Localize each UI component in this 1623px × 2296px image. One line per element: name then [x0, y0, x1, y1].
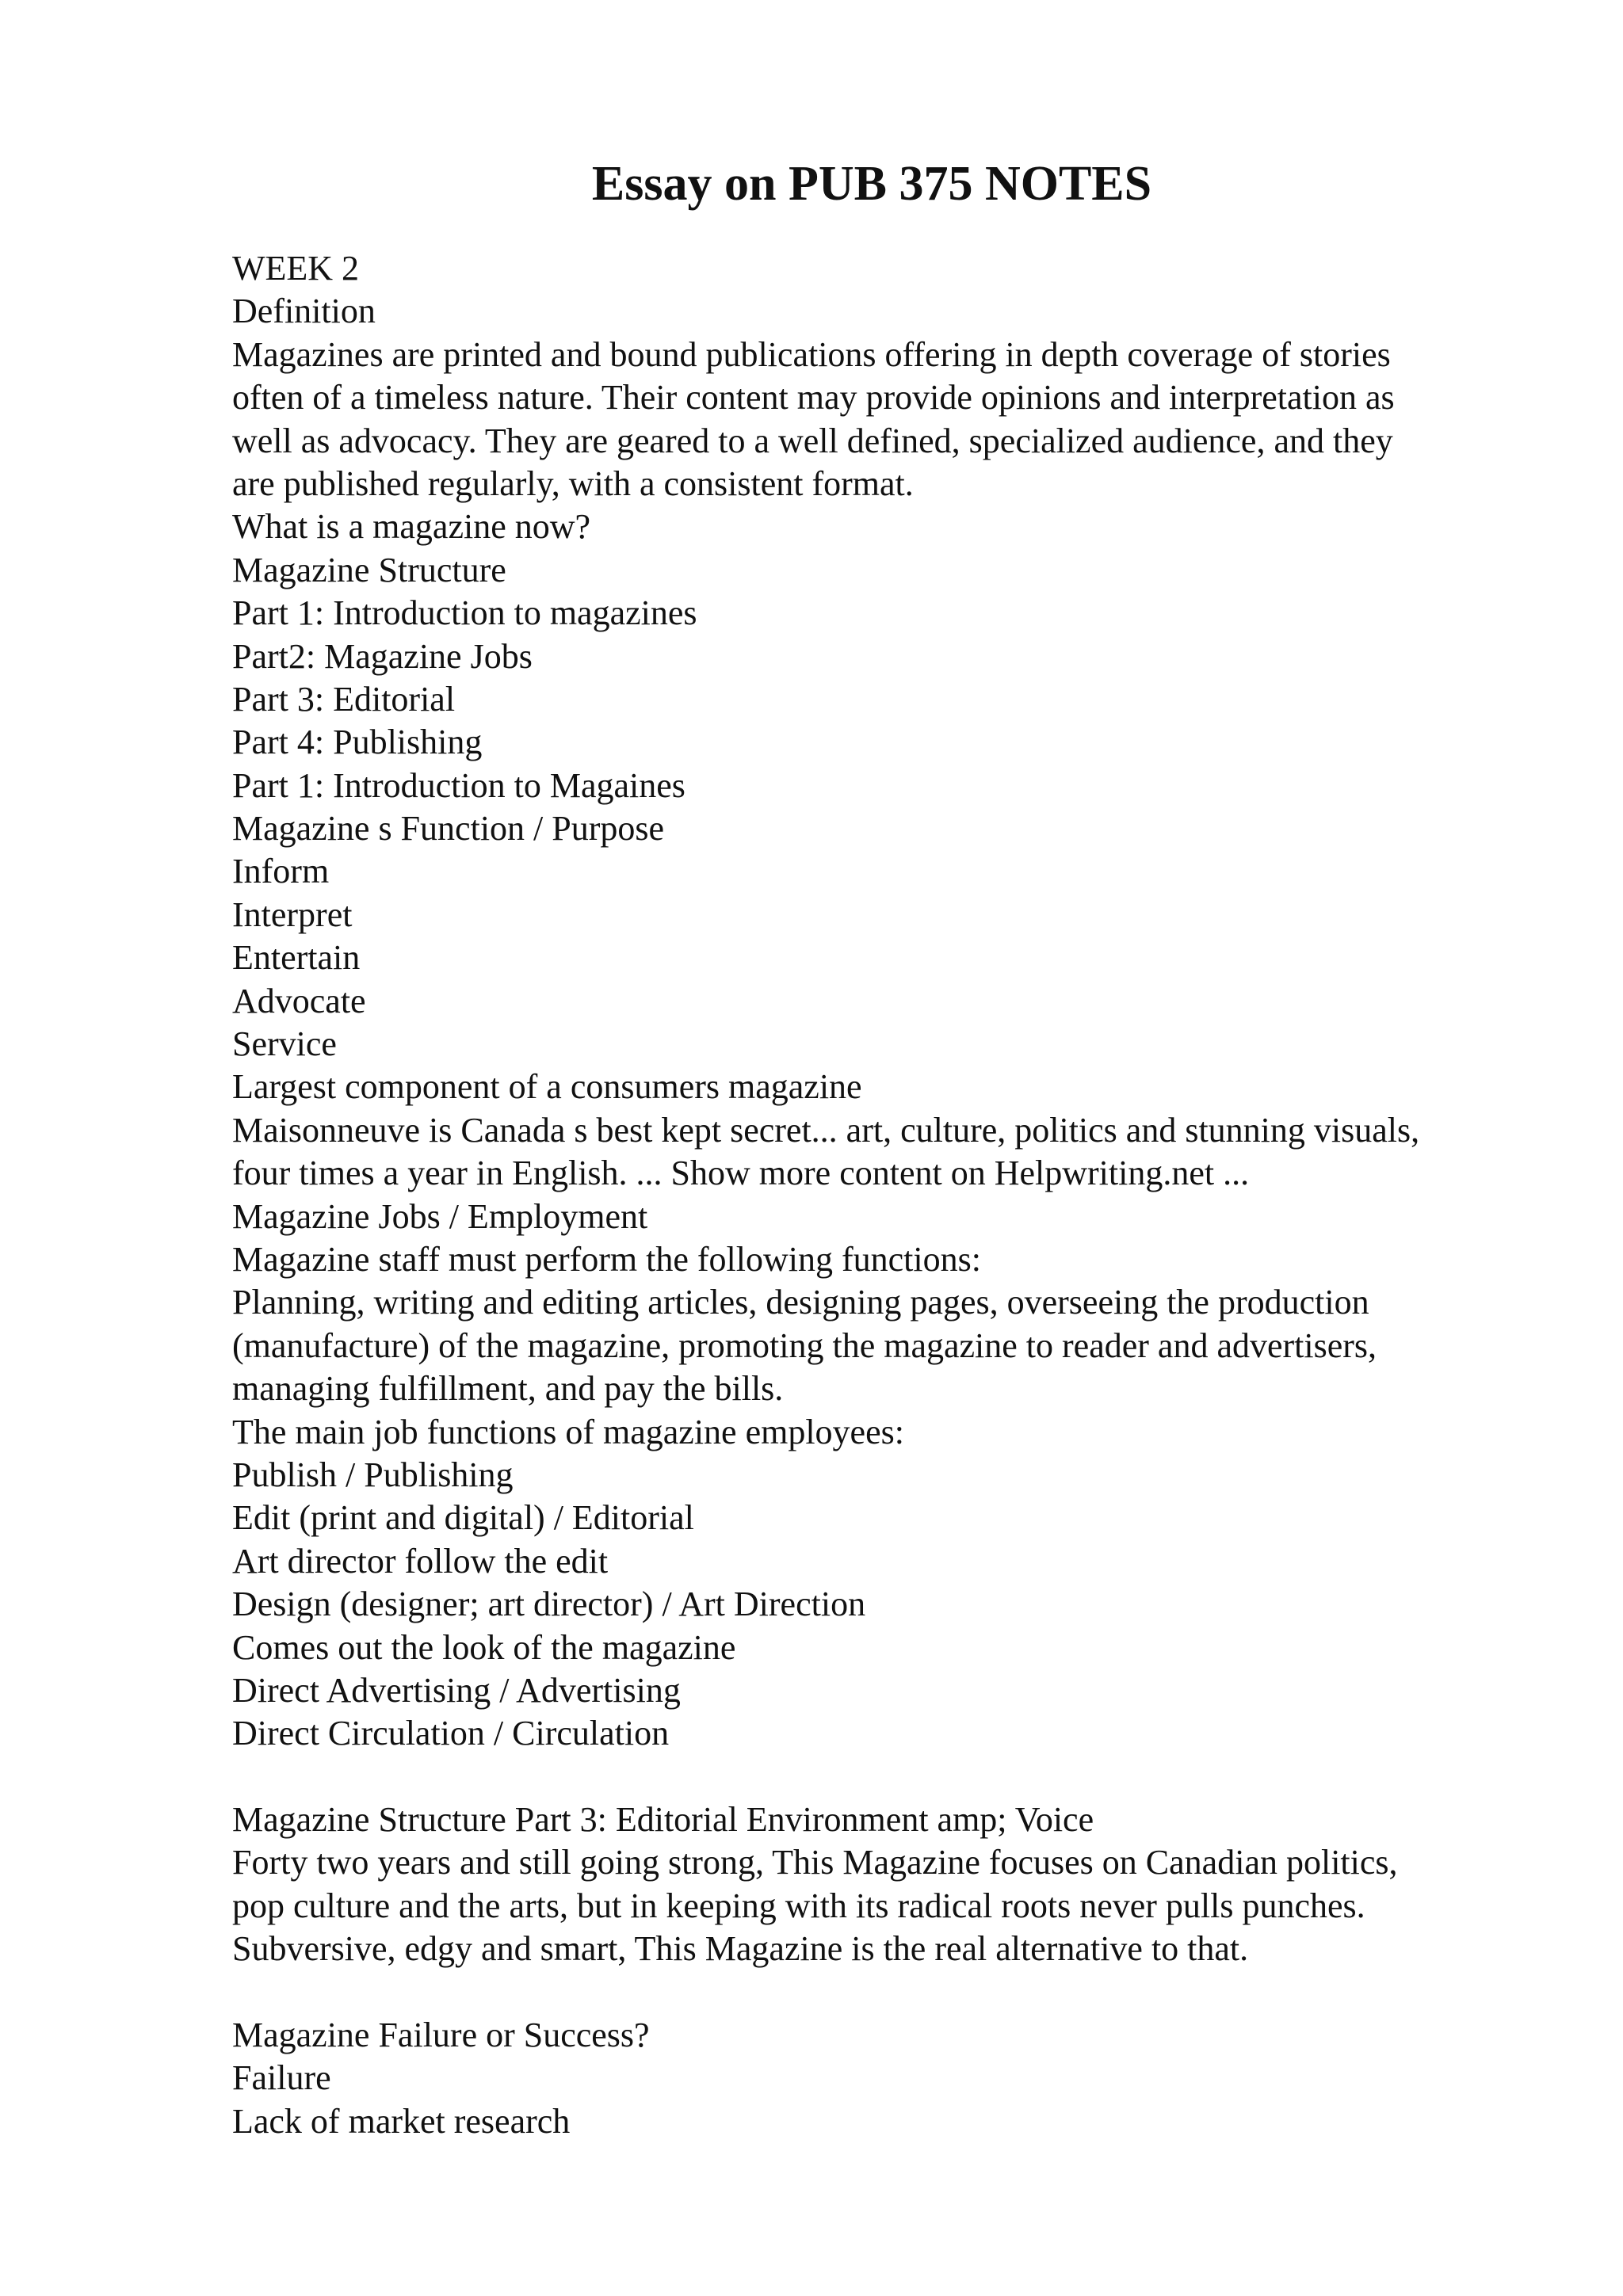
- text-line: Edit (print and digital) / Editorial: [232, 1498, 694, 1538]
- blank-line: [232, 1756, 1564, 1798]
- text-line: Definition: [232, 292, 376, 331]
- text-line: Part2: Magazine Jobs: [232, 636, 533, 676]
- text-line: Magazine Jobs / Employment: [232, 1196, 648, 1236]
- text-line: Comes out the look of the magazine: [232, 1627, 736, 1667]
- text-line: Planning, writing and editing articles, designing pages, overseeing the production: [232, 1283, 1369, 1322]
- text-line: pop culture and the arts, but in keeping with its radical roots never pulls punches.: [232, 1886, 1365, 1925]
- text-line: Magazines are printed and bound publications offering in depth coverage of stories: [232, 334, 1391, 374]
- text-line: What is a magazine now?: [232, 507, 591, 547]
- text-line: Lack of market research: [232, 2101, 571, 2141]
- blank-line: [232, 1971, 1564, 2014]
- text-line: Magazine Failure or Success?: [232, 2016, 650, 2055]
- text-line: Magazine staff must perform the following functions:: [232, 1239, 981, 1279]
- text-line: Magazine Structure Part 3: Editorial Environment amp; Voice: [232, 1800, 1094, 1840]
- text-line: well as advocacy. They are geared to a well defined, specialized audience, and they: [232, 421, 1393, 460]
- text-line: (manufacture) of the magazine, promoting the magazine to reader and advertisers,: [232, 1325, 1377, 1365]
- text-line: Part 3: Editorial: [232, 679, 456, 719]
- document-body: [232, 247, 1564, 2143]
- text-line: Advocate: [232, 981, 366, 1020]
- text-line: Interpret: [232, 894, 353, 934]
- text-line: Maisonneuve is Canada s best kept secret... art, culture, politics and stunning visuals,: [232, 1110, 1420, 1150]
- text-line: Inform: [232, 852, 330, 891]
- text-line: Direct Advertising / Advertising: [232, 1670, 681, 1710]
- text-line: Magazine Structure: [232, 550, 506, 589]
- text-line: WEEK 2: [232, 249, 360, 288]
- text-line: Publish / Publishing: [232, 1455, 514, 1494]
- text-line: are published regularly, with a consistent format.: [232, 463, 914, 503]
- text-line: Subversive, edgy and smart, This Magazine is the real alternative to that.: [232, 1929, 1249, 1969]
- text-line: Part 1: Introduction to magazines: [232, 593, 697, 633]
- text-line: Design (designer; art director) / Art Direction: [232, 1585, 866, 1624]
- text-line: The main job functions of magazine employees:: [232, 1412, 904, 1451]
- text-line: Part 4: Publishing: [232, 723, 483, 762]
- text-line: Failure: [232, 2058, 331, 2098]
- text-line: managing fulfillment, and pay the bills.: [232, 1369, 784, 1409]
- text-line: often of a timeless nature. Their content may provide opinions and interpretation as: [232, 378, 1395, 418]
- text-line: Service: [232, 1024, 337, 1064]
- text-line: Entertain: [232, 938, 361, 978]
- text-line: Largest component of a consumers magazine: [232, 1067, 862, 1107]
- text-line: Direct Circulation / Circulation: [232, 1714, 670, 1753]
- text-line: Art director follow the edit: [232, 1541, 609, 1581]
- text-line: Part 1: Introduction to Magaines: [232, 765, 685, 805]
- text-line: Forty two years and still going strong, This Magazine focuses on Canadian politics,: [232, 1843, 1398, 1882]
- text-line: four times a year in English. ... Show more content on Helpwriting.net ...: [232, 1154, 1250, 1193]
- page-title: Essay on PUB 375 NOTES: [591, 157, 1152, 211]
- text-line: Magazine s Function / Purpose: [232, 809, 665, 849]
